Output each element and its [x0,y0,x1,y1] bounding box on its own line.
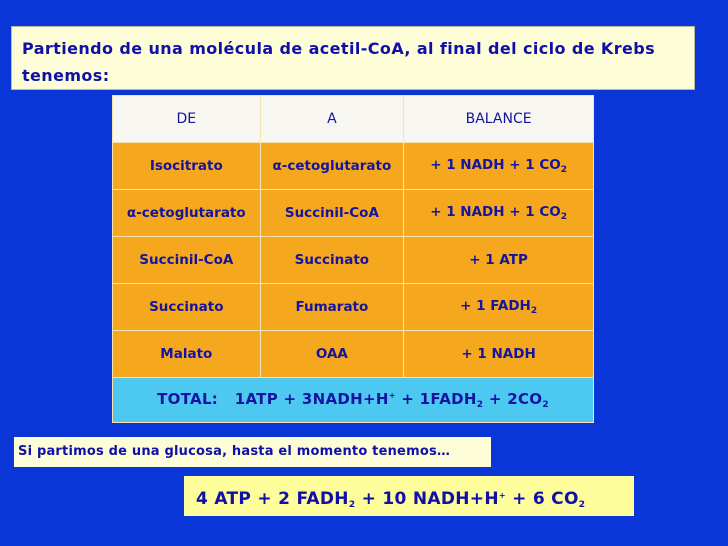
total-cell [113,378,594,423]
cell-balance [404,190,594,237]
table-row [113,190,594,237]
total-sup: + [388,391,396,400]
table-row [113,284,594,331]
balance-text: + 1 FADH [460,298,531,314]
total-sub: 2 [476,400,484,410]
cell-to: Fumarato [260,284,404,331]
table-total-row [113,378,594,423]
total-sub: 2 [542,400,549,410]
cell-balance: + 1 NADH [404,331,594,378]
table-row [113,143,594,190]
total-label: TOTAL: [157,390,219,408]
result-part3: + 6 CO [505,489,579,509]
result-sup: + [498,491,506,500]
krebs-table-grid [112,95,594,423]
header-de: DE [113,96,261,143]
title-text: Partiendo de una molécula de acetil-CoA, al final del ciclo de Krebs tenemos: [22,39,656,85]
result-sub: 2 [578,500,586,510]
cell-from: Succinil-CoA [113,237,261,284]
table-row [113,331,594,378]
alpha-symbol: α [272,158,282,174]
balance-sub: 2 [530,306,538,316]
cell-to: Succinil-CoA [260,190,404,237]
balance-sub: 2 [560,165,567,175]
header-a: A [260,96,404,143]
balance-text: + 1 NADH + 1 CO [430,157,561,173]
result-box [184,476,634,516]
cell-from: Malato [113,331,261,378]
table-row [113,237,594,284]
balance-sub: 2 [560,212,567,222]
total-part1: 1ATP + 3NADH+H [234,390,389,408]
cell-balance [404,143,594,190]
cell-to-text: -cetoglutarato [281,158,392,174]
balance-text: + 1 NADH + 1 CO [430,204,561,220]
cell-from: Succinato [113,284,261,331]
result-part2: + 10 NADH+H [355,489,499,509]
total-part2: + 1FADH [395,390,477,408]
cell-balance: + 1 ATP [404,237,594,284]
cell-balance [404,284,594,331]
cell-to [260,143,404,190]
header-balance: BALANCE [404,96,594,143]
cell-to: OAA [260,331,404,378]
table-header-row [113,96,594,143]
cell-from [113,190,261,237]
cell-from: Isocitrato [113,143,261,190]
cell-to: Succinato [260,237,404,284]
total-part3: + 2CO [483,390,543,408]
title-box [11,26,695,90]
result-sub: 2 [348,500,356,510]
glucose-note-box [14,437,491,467]
glucose-note-text: Si partimos de una glucosa, hasta el momento tenemos… [18,444,451,459]
result-part1: 4 ATP + 2 FADH [196,489,349,509]
alpha-symbol: α [126,205,137,221]
krebs-table [112,95,594,418]
cell-from-text: -cetoglutarato [136,205,246,221]
